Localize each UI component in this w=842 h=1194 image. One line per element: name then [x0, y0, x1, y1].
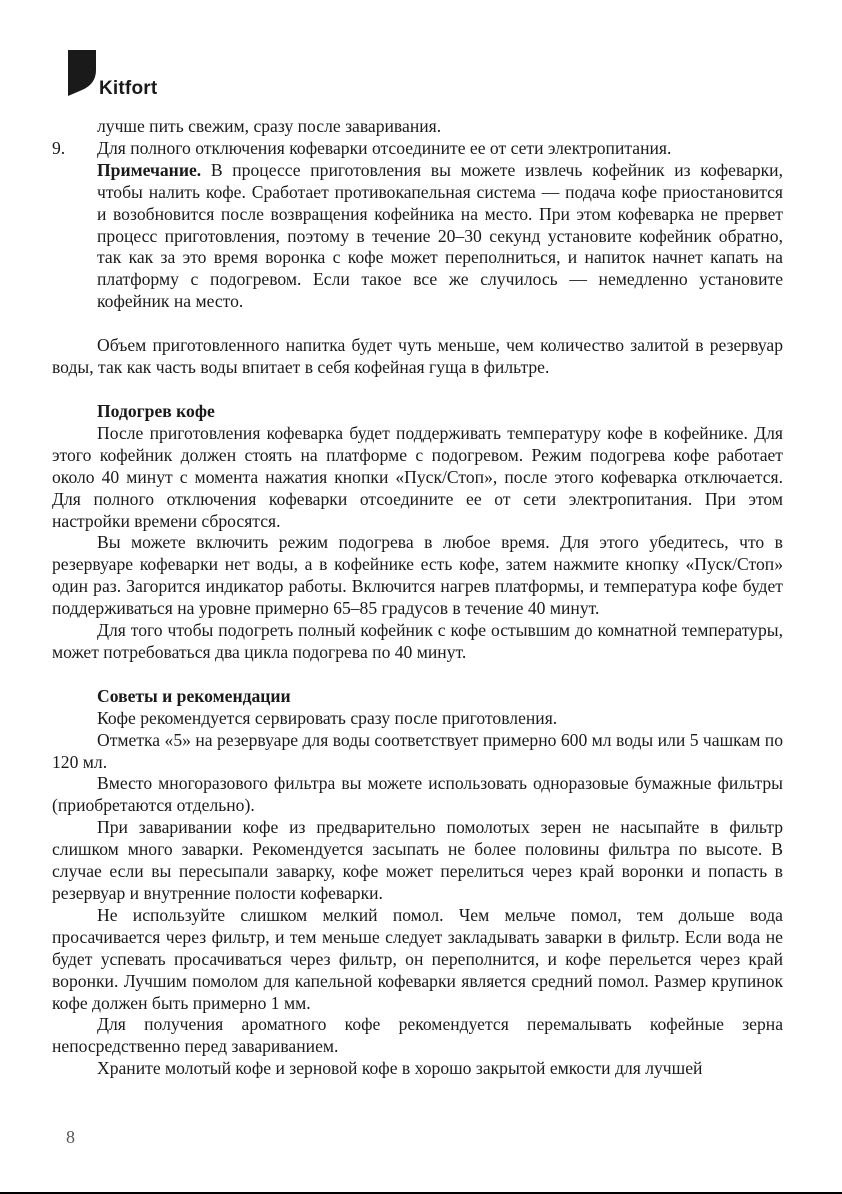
note-label: Примечание.: [97, 159, 202, 180]
paragraph: При заваривании кофе из предварительно помолотых зерен не насыпайте в фильтр слишком много заварки. Рекомендуется засыпать не более половины фильтра по высоте. В случае если вы пересыпали заварку, кофе может перелиться через край воронки и попасть в резервуар и внутренние полости кофеварки.: [52, 817, 783, 903]
paragraph: Кофе рекомендуется сервировать сразу после приготовления.: [97, 707, 558, 728]
list-number: 9.: [52, 137, 66, 158]
paragraph: Для того чтобы подогреть полный кофейник с кофе остывшим до комнатной температуры, может потребоваться два цикла подогрева по 40 минут.: [52, 620, 783, 662]
continued-text: лучше пить свежим, сразу после заваривания.: [97, 116, 442, 136]
kitfort-logo-icon: [68, 50, 96, 96]
paragraph: Вы можете включить режим подогрева в любое время. Для этого убедитесь, что в резервуаре кофеварки нет воды, а в кофейнике есть кофе, затем нажмите кнопку «Пуск/Стоп» один раз. Загорится индикатор работы. Включится нагрев платформы, и температура кофе будет поддерживаться на уровне примерно 65–85 градусов в течение 40 минут.: [52, 532, 783, 619]
list-item-9: [52, 138, 783, 160]
paragraph: Отметка «5» на резервуаре для воды соответствует примерно 600 мл воды или 5 чашкам по 120 мл.: [52, 729, 783, 772]
paragraph: Для получения ароматного кофе рекомендуется перемалывать кофейные зерна непосредственно перед завариванием.: [52, 1014, 783, 1057]
brand-name: Kitfort: [99, 78, 158, 99]
paragraph: Не используйте слишком мелкий помол. Чем мельче помол, тем дольше вода просачивается через фильтр, и тем меньше следует закладывать заварки в фильтр. Если вода не будет успевать просачиваться через фильтр, он переполнится, и кофе перельется через край воронки. Лучшим помолом для капельной кофеварки является средний помол. Размер крупинок кофе должен быть примерно 1 мм.: [52, 904, 783, 1013]
section-heading-heating: Подогрев кофе: [97, 400, 215, 421]
manual-body: [52, 116, 783, 1080]
brand-logo: [68, 50, 168, 100]
volume-paragraph: Объем приготовленного напитка будет чуть меньше, чем количество залитой в резервуар воды, так как часть воды впитает в себя кофейная гуща в фильтре.: [52, 335, 783, 378]
section-heading-tips: Советы и рекомендации: [97, 685, 291, 706]
paragraph: После приготовления кофеварка будет поддерживать температуру кофе в кофейнике. Для этого кофейник должен стоять на платформе с подогревом. Режим подогрева кофе работает около 40 минут с момента нажатия кнопки «Пуск/Стоп», после этого кофеварка отключается. Для полного отключения кофеварки отсоедините ее от сети электропитания. При этом настройки времени сбросятся.: [52, 422, 783, 531]
note-paragraph: [52, 160, 783, 313]
list-text: Для полного отключения кофеварки отсоедините ее от сети электропитания.: [97, 137, 672, 158]
note-text: В процессе приготовления вы можете извлечь кофейник из кофеварки, чтобы налить кофе. Сработает противокапельная система — подача кофе приостановится и возобновится после возвращения кофейника на место. При этом кофеварка не прервет процесс приготовления, поэтому в течение 20–30 секунд установите кофейник обратно, так как за это время воронка с кофе может переполниться, и напиток начнет капать на платформу с подогревом. Если такое все же случилось — немедленно установите кофейник на место.: [97, 159, 783, 312]
paragraph: Храните молотый кофе и зерновой кофе в хорошо закрытой емкости для лучшей: [97, 1058, 703, 1079]
paragraph: Вместо многоразового фильтра вы можете использовать одноразовые бумажные фильтры (приобретаются отдельно).: [52, 773, 783, 816]
page-number: 8: [66, 1127, 75, 1147]
